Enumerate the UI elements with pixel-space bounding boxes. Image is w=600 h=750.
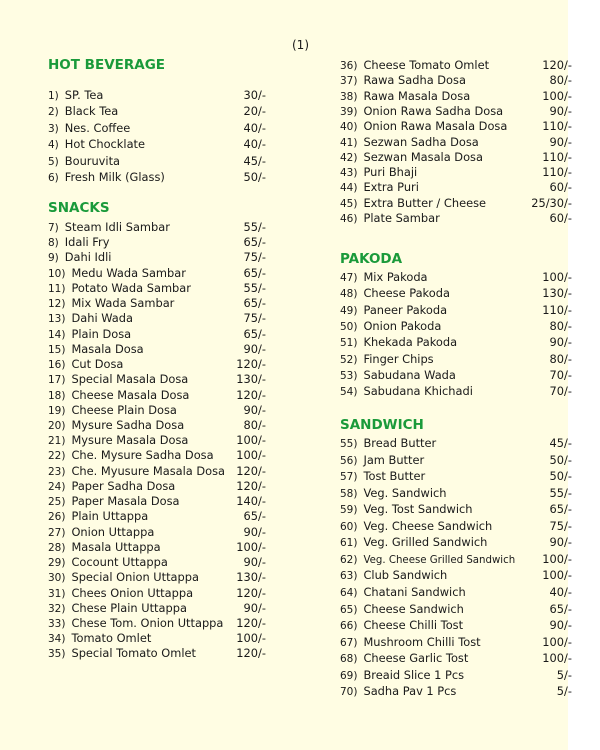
menu-item-number: 3) xyxy=(48,122,59,135)
menu-item-name: Cheese Pakoda xyxy=(363,286,450,301)
menu-item-name: Masala Dosa xyxy=(71,341,144,356)
menu-item-number: 11) xyxy=(48,282,66,295)
menu-item-name: Cheese Tomato Omlet xyxy=(363,58,490,72)
menu-item-number: 31) xyxy=(48,587,66,600)
menu-item-number: 15) xyxy=(48,343,66,356)
menu-item-number: 9) xyxy=(48,252,59,265)
menu-item-number: 65) xyxy=(340,603,358,616)
menu-item-number: 54) xyxy=(340,386,358,399)
menu-item-number: 28) xyxy=(48,541,66,554)
menu-item-number: 70) xyxy=(340,686,358,699)
menu-item-name: Plain Uttappa xyxy=(71,509,149,524)
menu-item-price: 50/- xyxy=(549,452,572,467)
menu-item xyxy=(48,539,278,555)
menu-item xyxy=(340,318,576,334)
menu-item-name: Dahi Idli xyxy=(64,250,112,265)
menu-item-number: 4) xyxy=(48,139,59,152)
menu-item-name: Chese Plain Uttappa xyxy=(71,600,187,615)
menu-item xyxy=(48,341,278,357)
menu-item-number: 21) xyxy=(48,435,66,448)
menu-item-number: 69) xyxy=(340,669,358,682)
menu-item-price: 80/- xyxy=(549,351,572,366)
menu-item xyxy=(48,371,278,387)
menu-item-number: 2) xyxy=(48,106,59,119)
menu-item xyxy=(48,432,278,448)
section-heading-sandwich: SANDWICH xyxy=(340,417,424,433)
menu-item-number: 25) xyxy=(48,496,66,509)
menu-item-name: Nes. Coffee xyxy=(64,120,131,135)
menu-item xyxy=(340,210,576,226)
menu-item-name: Cheese Chilli Tost xyxy=(363,618,464,633)
menu-item-number: 52) xyxy=(340,353,358,366)
menu-item-price: 55/- xyxy=(549,485,572,500)
menu-item-number: 20) xyxy=(48,419,66,432)
menu-item-price: 100/- xyxy=(542,651,572,666)
menu-item xyxy=(48,234,278,250)
menu-item-number: 36) xyxy=(340,60,358,72)
menu-item-name: Chees Onion Uttappa xyxy=(71,585,194,600)
menu-item xyxy=(48,153,278,169)
menu-item xyxy=(48,265,278,281)
menu-item xyxy=(48,295,278,311)
menu-item-number: 16) xyxy=(48,359,66,372)
menu-item-number: 66) xyxy=(340,620,358,633)
menu-item xyxy=(48,120,278,136)
menu-item-price: 100/- xyxy=(236,539,266,554)
menu-item xyxy=(48,387,278,403)
menu-item-name: Mysure Masala Dosa xyxy=(71,433,189,448)
menu-item-name: Chatani Sandwich xyxy=(363,584,466,599)
menu-item-price: 20/- xyxy=(243,104,266,119)
menu-item-number: 17) xyxy=(48,374,66,387)
menu-item-name: Extra Butter / Cheese xyxy=(363,195,487,210)
menu-item-name: Sabudana Wada xyxy=(363,367,456,382)
menu-item xyxy=(340,634,576,650)
menu-item-number: 45) xyxy=(340,197,358,210)
menu-item-name: Special Tomato Omlet xyxy=(71,646,196,661)
menu-item-name: Tost Butter xyxy=(363,469,426,484)
menu-item-price: 80/- xyxy=(549,318,572,333)
menu-item-number: 8) xyxy=(48,237,59,250)
menu-item xyxy=(340,164,576,180)
menu-item-number: 23) xyxy=(48,465,66,478)
menu-item xyxy=(48,508,278,524)
menu-item xyxy=(48,645,278,661)
menu-item-price: 60/- xyxy=(549,211,572,225)
menu-item-name: Black Tea xyxy=(64,104,119,119)
menu-item-price: 65/- xyxy=(243,509,266,524)
menu-item-price: 60/- xyxy=(549,180,572,195)
menu-item-price: 120/- xyxy=(236,585,266,600)
menu-item xyxy=(48,280,278,296)
menu-item xyxy=(48,136,278,152)
menu-item-name: Paneer Pakoda xyxy=(363,302,448,317)
menu-item-name: Idali Fry xyxy=(64,235,110,250)
menu-item-price: 40/- xyxy=(243,137,266,152)
menu-item xyxy=(48,478,278,494)
menu-item-name: Sadha Pav 1 Pcs xyxy=(363,684,457,699)
menu-item-number: 24) xyxy=(48,480,66,493)
menu-item-name: Finger Chips xyxy=(363,351,434,366)
menu-item-name: Plate Sambar xyxy=(363,211,440,225)
menu-item-number: 5) xyxy=(48,155,59,168)
menu-item xyxy=(340,351,576,367)
menu-item-name: Chese Tom. Onion Uttappa xyxy=(71,615,224,630)
menu-item xyxy=(340,667,576,683)
menu-item-number: 27) xyxy=(48,526,66,539)
menu-item xyxy=(340,88,576,104)
menu-item-name: Mysure Sadha Dosa xyxy=(71,417,185,432)
menu-item-number: 13) xyxy=(48,313,66,326)
menu-item-price: 110/- xyxy=(542,165,572,180)
menu-item-price: 90/- xyxy=(243,555,266,570)
menu-item-name: Veg. Grilled Sandwich xyxy=(363,535,488,550)
menu-item-name: Onion Rawa Sadha Dosa xyxy=(363,103,504,118)
menu-item xyxy=(340,567,576,583)
menu-item-number: 40) xyxy=(340,121,358,134)
menu-item xyxy=(340,134,576,150)
menu-item-number: 14) xyxy=(48,328,66,341)
menu-item-name: Tomato Omlet xyxy=(71,631,152,646)
menu-item-number: 67) xyxy=(340,636,358,649)
menu-item-number: 53) xyxy=(340,369,358,382)
menu-item-name: Che. Myusure Masala Dosa xyxy=(71,463,226,478)
menu-item-number: 56) xyxy=(340,454,358,467)
menu-item-name: Onion Uttappa xyxy=(71,524,155,539)
menu-item xyxy=(48,310,278,326)
menu-item-price: 100/- xyxy=(542,551,572,566)
menu-item xyxy=(340,534,576,550)
menu-item-price: 130/- xyxy=(236,372,266,387)
page-number: (1) xyxy=(292,38,309,52)
menu-item-number: 30) xyxy=(48,572,66,585)
menu-item-price: 50/- xyxy=(549,469,572,484)
menu-item-price: 55/- xyxy=(243,220,266,234)
menu-item-price: 45/- xyxy=(243,153,266,168)
menu-item-number: 32) xyxy=(48,602,66,615)
menu-item-name: Onion Pakoda xyxy=(363,318,442,333)
menu-item xyxy=(340,269,576,285)
menu-item xyxy=(48,219,278,235)
menu-item-price: 110/- xyxy=(542,119,572,134)
menu-item xyxy=(340,468,576,484)
menu-item-name: Cheese Masala Dosa xyxy=(71,387,190,402)
menu-item xyxy=(340,683,576,699)
menu-item-price: 65/- xyxy=(243,235,266,250)
menu-item xyxy=(340,584,576,600)
menu-item-price: 110/- xyxy=(542,149,572,164)
menu-item xyxy=(48,463,278,479)
menu-item-number: 64) xyxy=(340,586,358,599)
menu-item-number: 35) xyxy=(48,648,66,661)
menu-item-number: 47) xyxy=(340,272,358,284)
menu-item-price: 80/- xyxy=(243,417,266,432)
menu-item-name: Veg. Tost Sandwich xyxy=(363,502,473,517)
menu-item-number: 63) xyxy=(340,570,358,583)
menu-item-name: Potato Wada Sambar xyxy=(71,280,191,295)
menu-item-name: Puri Bhaji xyxy=(363,165,418,180)
section-heading-snacks: SNACKS xyxy=(48,200,110,216)
menu-item-price: 5/- xyxy=(556,667,572,682)
menu-item-number: 62) xyxy=(340,553,358,566)
menu-item-price: 75/- xyxy=(243,250,266,265)
menu-item xyxy=(340,551,576,567)
menu-item xyxy=(340,383,576,399)
menu-item-number: 12) xyxy=(48,298,66,311)
menu-item xyxy=(340,149,576,165)
menu-item-name: Paper Masala Dosa xyxy=(71,494,180,509)
menu-item-name: Bouruvita xyxy=(64,153,121,168)
menu-item-price: 120/- xyxy=(236,478,266,493)
menu-item-price: 120/- xyxy=(236,463,266,478)
menu-item xyxy=(48,326,278,342)
menu-item-name: Sabudana Khichadi xyxy=(363,384,473,399)
menu-item-price: 130/- xyxy=(542,286,572,301)
menu-item-price: 100/- xyxy=(236,631,266,646)
menu-item-price: 120/- xyxy=(236,387,266,402)
menu-item-name: Sezwan Sadha Dosa xyxy=(363,134,479,149)
menu-item xyxy=(340,72,576,88)
menu-item-number: 6) xyxy=(48,172,59,184)
menu-item-name: Khekada Pakoda xyxy=(363,335,458,350)
menu-item-number: 42) xyxy=(340,151,358,164)
menu-item xyxy=(340,617,576,633)
menu-item-price: 100/- xyxy=(542,270,572,284)
menu-item xyxy=(340,179,576,195)
menu-item-number: 59) xyxy=(340,504,358,517)
menu-item-price: 120/- xyxy=(236,357,266,372)
menu-item-price: 70/- xyxy=(549,367,572,382)
menu-item-number: 34) xyxy=(48,633,66,646)
menu-item-number: 7) xyxy=(48,222,59,234)
menu-item xyxy=(340,650,576,666)
menu-item-name: Special Onion Uttappa xyxy=(71,570,199,585)
menu-item-name: Mushroom Chilli Tost xyxy=(363,634,481,649)
menu-item xyxy=(48,615,278,631)
menu-item xyxy=(48,402,278,418)
menu-item-price: 100/- xyxy=(542,568,572,583)
menu-item-number: 48) xyxy=(340,288,358,301)
menu-item-price: 65/- xyxy=(243,296,266,311)
menu-item-price: 90/- xyxy=(549,103,572,118)
menu-item xyxy=(340,103,576,119)
menu-item-name: Jam Butter xyxy=(363,452,425,467)
menu-item xyxy=(340,518,576,534)
menu-item xyxy=(340,485,576,501)
menu-item xyxy=(48,103,278,119)
menu-item xyxy=(48,356,278,372)
menu-item-number: 1) xyxy=(48,90,59,102)
menu-item-name: Onion Rawa Masala Dosa xyxy=(363,119,508,134)
menu-item xyxy=(48,417,278,433)
menu-item-number: 22) xyxy=(48,450,66,463)
menu-item-name: Medu Wada Sambar xyxy=(71,265,186,280)
menu-item-number: 26) xyxy=(48,511,66,524)
menu-item-price: 65/- xyxy=(243,326,266,341)
menu-item xyxy=(48,87,278,103)
menu-item-name: Rawa Masala Dosa xyxy=(363,88,471,103)
menu-item-number: 46) xyxy=(340,213,358,225)
menu-item-name: Breaid Slice 1 Pcs xyxy=(363,667,465,682)
menu-item-price: 90/- xyxy=(549,535,572,550)
menu-item xyxy=(340,367,576,383)
menu-item-name: Veg. Sandwich xyxy=(363,485,447,500)
menu-item xyxy=(340,334,576,350)
menu-item-number: 49) xyxy=(340,304,358,317)
menu-item-price: 25/30/- xyxy=(531,195,572,210)
menu-item-price: 100/- xyxy=(236,433,266,448)
menu-item xyxy=(48,600,278,616)
menu-item-price: 100/- xyxy=(542,634,572,649)
menu-item-price: 90/- xyxy=(243,524,266,539)
menu-item-price: 65/- xyxy=(243,265,266,280)
menu-item-name: Mix Pakoda xyxy=(363,270,428,284)
menu-item xyxy=(340,601,576,617)
menu-item-name: Special Masala Dosa xyxy=(71,372,189,387)
menu-item xyxy=(48,447,278,463)
menu-item-number: 60) xyxy=(340,520,358,533)
menu-item xyxy=(48,585,278,601)
menu-item-name: Veg. Cheese Grilled Sandwich xyxy=(363,554,516,566)
menu-item-price: 65/- xyxy=(549,502,572,517)
menu-item-price: 40/- xyxy=(243,120,266,135)
menu-item-price: 140/- xyxy=(236,494,266,509)
menu-item-number: 38) xyxy=(340,90,358,103)
menu-item-price: 75/- xyxy=(243,311,266,326)
menu-item xyxy=(48,524,278,540)
menu-item-price: 120/- xyxy=(236,646,266,661)
menu-item-price: 80/- xyxy=(549,73,572,88)
menu-item-number: 19) xyxy=(48,404,66,417)
menu-item-price: 75/- xyxy=(549,518,572,533)
menu-item-price: 5/- xyxy=(556,684,572,699)
menu-item-price: 110/- xyxy=(542,302,572,317)
menu-item-price: 55/- xyxy=(243,280,266,295)
menu-item-number: 43) xyxy=(340,167,358,180)
menu-item-name: Cheese Plain Dosa xyxy=(71,402,177,417)
menu-item-number: 29) xyxy=(48,557,66,570)
menu-item xyxy=(340,195,576,211)
menu-item-number: 39) xyxy=(340,105,358,118)
menu-item xyxy=(48,554,278,570)
menu-item-name: Plain Dosa xyxy=(71,326,132,341)
menu-item-name: Dahi Wada xyxy=(71,311,133,326)
menu-item xyxy=(340,435,576,451)
menu-item xyxy=(340,285,576,301)
menu-item-number: 57) xyxy=(340,471,358,484)
menu-item xyxy=(340,302,576,318)
menu-item-number: 10) xyxy=(48,267,66,280)
menu-item-number: 44) xyxy=(340,182,358,195)
menu-item-price: 120/- xyxy=(236,615,266,630)
section-heading-hot-beverage: HOT BEVERAGE xyxy=(48,57,166,73)
menu-item-number: 51) xyxy=(340,337,358,350)
menu-item-number: 37) xyxy=(340,75,358,88)
menu-item-price: 90/- xyxy=(243,600,266,615)
menu-item-name: Cheese Garlic Tost xyxy=(363,651,469,666)
menu-item-name: Steam Idli Sambar xyxy=(64,220,170,234)
menu-item-price: 70/- xyxy=(549,384,572,399)
menu-item-name: Extra Puri xyxy=(363,180,419,195)
menu-item-name: Cheese Sandwich xyxy=(363,601,464,616)
menu-item xyxy=(340,452,576,468)
menu-item-price: 90/- xyxy=(549,618,572,633)
menu-item-name: Fresh Milk (Glass) xyxy=(64,170,165,184)
menu-item-price: 90/- xyxy=(243,341,266,356)
menu-item-name: Masala Uttappa xyxy=(71,539,161,554)
menu-item-price: 65/- xyxy=(549,601,572,616)
menu-item-price: 50/- xyxy=(243,170,266,184)
menu-item xyxy=(340,118,576,134)
menu-item-price: 30/- xyxy=(243,88,266,102)
menu-item-price: 120/- xyxy=(542,58,572,72)
menu-item-price: 40/- xyxy=(549,584,572,599)
menu-item xyxy=(48,493,278,509)
menu-item-name: Veg. Cheese Sandwich xyxy=(363,518,493,533)
menu-item-price: 90/- xyxy=(549,134,572,149)
menu-item-name: Bread Butter xyxy=(363,436,437,450)
menu-item-name: Hot Chocklate xyxy=(64,137,146,152)
menu-item-number: 41) xyxy=(340,136,358,149)
menu-item-name: SP. Tea xyxy=(64,88,104,102)
menu-item-number: 58) xyxy=(340,487,358,500)
menu-item-number: 33) xyxy=(48,617,66,630)
menu-item-price: 130/- xyxy=(236,570,266,585)
menu-item-price: 90/- xyxy=(243,402,266,417)
menu-item xyxy=(340,501,576,517)
menu-item-number: 61) xyxy=(340,537,358,550)
menu-item-price: 100/- xyxy=(542,88,572,103)
menu-item-name: Cut Dosa xyxy=(71,357,124,372)
menu-item-number: 18) xyxy=(48,389,66,402)
menu-item xyxy=(48,169,278,185)
menu-item-name: Paper Sadha Dosa xyxy=(71,478,176,493)
menu-item-name: Che. Mysure Sadha Dosa xyxy=(71,448,214,463)
menu-item-price: 90/- xyxy=(549,335,572,350)
menu-item-name: Sezwan Masala Dosa xyxy=(363,149,483,164)
menu-item-name: Club Sandwich xyxy=(363,568,448,583)
section-heading-pakoda: PAKODA xyxy=(340,251,403,267)
menu-item xyxy=(48,569,278,585)
menu-item-name: Rawa Sadha Dosa xyxy=(363,73,466,88)
menu-item xyxy=(48,249,278,265)
menu-item xyxy=(48,630,278,646)
menu-item-number: 50) xyxy=(340,320,358,333)
menu-item xyxy=(340,57,576,73)
menu-item-number: 68) xyxy=(340,653,358,666)
menu-item-price: 100/- xyxy=(236,448,266,463)
menu-item-price: 45/- xyxy=(549,436,572,450)
menu-item-name: Mix Wada Sambar xyxy=(71,296,175,311)
menu-item-name: Cocount Uttappa xyxy=(71,555,168,570)
menu-item-number: 55) xyxy=(340,438,358,450)
